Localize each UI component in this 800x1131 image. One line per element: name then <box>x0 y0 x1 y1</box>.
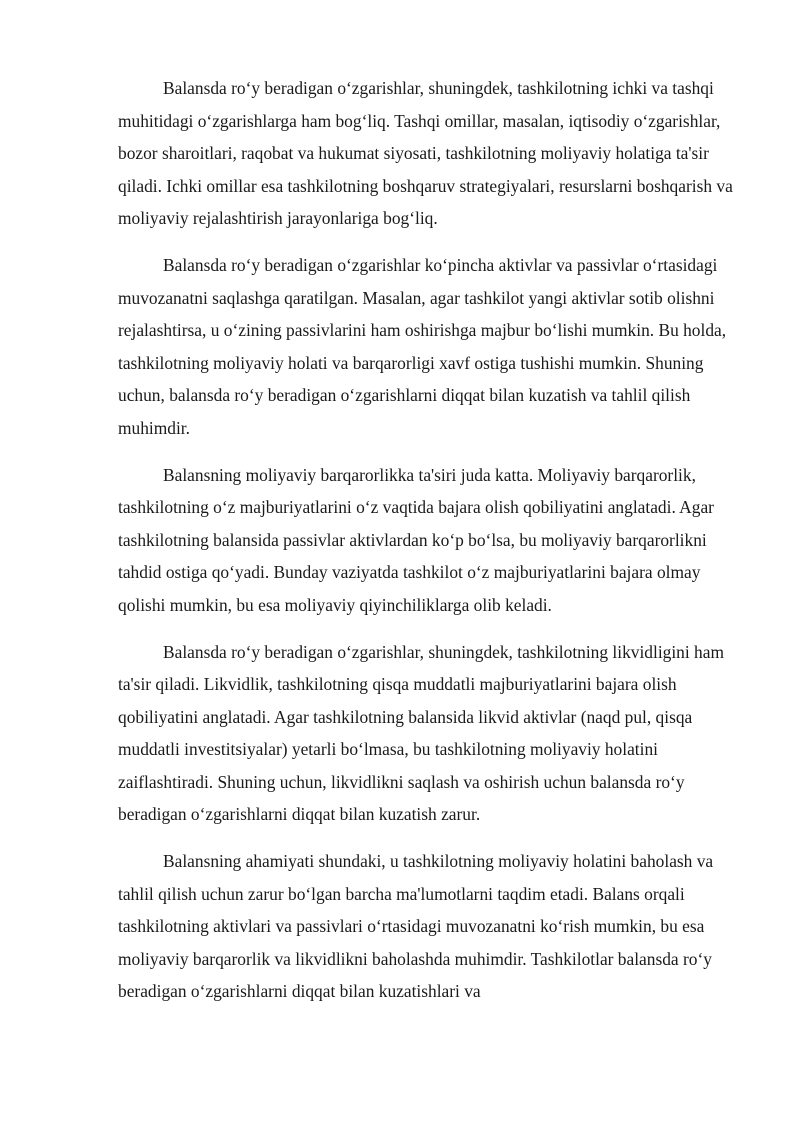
paragraph-1: Balansda ro‘y beradigan o‘zgarishlar, shuningdek, tashkilotning ichki va tashqi muhitidagi o‘zgarishlarga ham bog‘liq. Tashqi omillar, masalan, iqtisodiy o‘zgarishlar, bozor sharoitlari, raqobat va hukumat siyosati, tashkilotning moliyaviy holatiga ta'sir qiladi. Ichki omillar esa tashkilotning boshqaruv strategiyalari, resurslarni boshqarish va moliyaviy rejalashtirish jarayonlariga bog‘liq. <box>118 78 733 229</box>
paragraph-3: Balansning moliyaviy barqarorlikka ta'siri juda katta. Moliyaviy barqarorlik, tashkilotning o‘z majburiyatlarini o‘z vaqtida bajara olish qobiliyatini anglatadi. Agar tashkilotning balansida passivlar aktivlardan ko‘p bo‘lsa, bu moliyaviy barqarorlikni tahdid ostiga qo‘yadi. Bunday vaziyatda tashkilot o‘z majburiyatlarini bajara olmay qolishi mumkin, bu esa moliyaviy qiyinchiliklarga olib keladi. <box>118 464 714 615</box>
document-page <box>118 72 740 1022</box>
paragraph-5: Balansning ahamiyati shundaki, u tashkilotning moliyaviy holatini baholash va tahlil qilish uchun zarur bo‘lgan barcha ma'lumotlarni taqdim etadi. Balans orqali tashkilotning aktivlari va passivlari o‘rtasidagi muvozanatni ko‘rish mumkin, bu esa moliyaviy barqarorlik va likvidlikni baholashda muhimdir. Tashkilotlar balansda ro‘y beradigan o‘zgarishlarni diqqat bilan kuzatishlari va <box>118 851 714 1002</box>
paragraph-4: Balansda ro‘y beradigan o‘zgarishlar, shuningdek, tashkilotning likvidligini ham ta'sir qiladi. Likvidlik, tashkilotning qisqa muddatli majburiyatlarini bajara olish qobiliyatini anglatadi. Agar tashkilotning balansida likvid aktivlar (naqd pul, qisqa muddatli investitsiyalar) yetarli bo‘lmasa, bu tashkilotning moliyaviy holatini zaiflashtiradi. Shuning uchun, likvidlikni saqlash va oshirish uchun balansda ro‘y beradigan o‘zgarishlarni diqqat bilan kuzatish zarur. <box>118 641 725 825</box>
paragraph-2: Balansda ro‘y beradigan o‘zgarishlar ko‘pincha aktivlar va passivlar o‘rtasidagi muvozanatni saqlashga qaratilgan. Masalan, agar tashkilot yangi aktivlar sotib olishni rejalashtirsa, u o‘zining passivlarini ham oshirishga majbur bo‘lishi mumkin. Bu holda, tashkilotning moliyaviy holati va barqarorligi xavf ostiga tushishi mumkin. Shuning uchun, balansda ro‘y beradigan o‘zgarishlarni diqqat bilan kuzatish va tahlil qilish muhimdir. <box>118 254 727 438</box>
